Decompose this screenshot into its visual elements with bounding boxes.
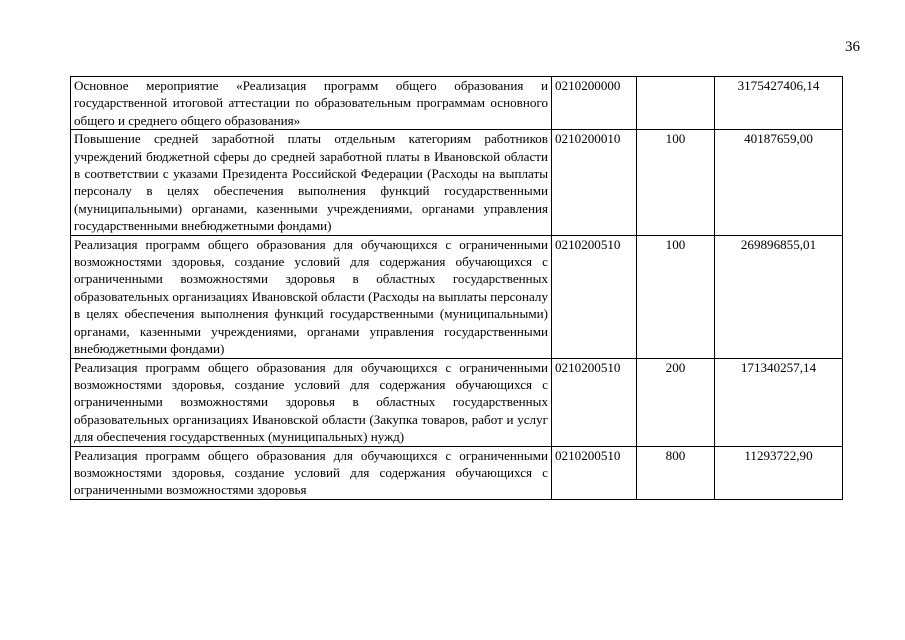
budget-table — [70, 76, 843, 500]
table-row — [71, 130, 843, 235]
table-row — [71, 358, 843, 446]
amount: 269896855,01 — [715, 235, 843, 358]
expense-type-code: 100 — [637, 130, 715, 235]
expense-name: Реализация программ общего образования для обучающихся с ограниченными возможностями здоровья, создание условий для содержания обучающихся с ограниченными возможностями здоровья — [71, 446, 552, 499]
table-row — [71, 235, 843, 358]
target-article-code: 0210200000 — [552, 77, 637, 130]
expense-name: Реализация программ общего образования для обучающихся с ограниченными возможностями здоровья, создание условий для содержания обучающихся с ограниченными возможностями здоровья в областных государственных образовательных организациях Ивановской области (Расходы на выплаты персоналу в целях обеспечения выполнения функций государственными (муниципальными) органами, казенными учреждениями, органами управления государственными внебюджетными фондами) — [71, 235, 552, 358]
expense-name: Основное мероприятие «Реализация программ общего образования и государственной итоговой аттестации по образовательным программам основного общего и среднего общего образования» — [71, 77, 552, 130]
amount: 171340257,14 — [715, 358, 843, 446]
target-article-code: 0210200010 — [552, 130, 637, 235]
expense-type-code: 100 — [637, 235, 715, 358]
expense-type-code: 800 — [637, 446, 715, 499]
table-row — [71, 77, 843, 130]
amount: 11293722,90 — [715, 446, 843, 499]
expense-type-code — [637, 77, 715, 130]
amount: 40187659,00 — [715, 130, 843, 235]
table-row — [71, 446, 843, 499]
expense-name: Повышение средней заработной платы отдельным категориям работников учреждений бюджетной сферы до средней заработной платы в Ивановской области в соответствии с указами Президента Российской Федерации (Расходы на выплаты персоналу в целях обеспечения выполнения функций государственными (муниципальными) органами, казенными учреждениями, органами управления государственными внебюджетными фондами) — [71, 130, 552, 235]
expense-name: Реализация программ общего образования для обучающихся с ограниченными возможностями здоровья, создание условий для содержания обучающихся с ограниченными возможностями здоровья в областных государственных образовательных организациях Ивановской области (Закупка товаров, работ и услуг для обеспечения государственных (муниципальных) нужд) — [71, 358, 552, 446]
target-article-code: 0210200510 — [552, 446, 637, 499]
target-article-code: 0210200510 — [552, 358, 637, 446]
amount: 3175427406,14 — [715, 77, 843, 130]
target-article-code: 0210200510 — [552, 235, 637, 358]
expense-type-code: 200 — [637, 358, 715, 446]
page-number: 36 — [845, 39, 860, 55]
